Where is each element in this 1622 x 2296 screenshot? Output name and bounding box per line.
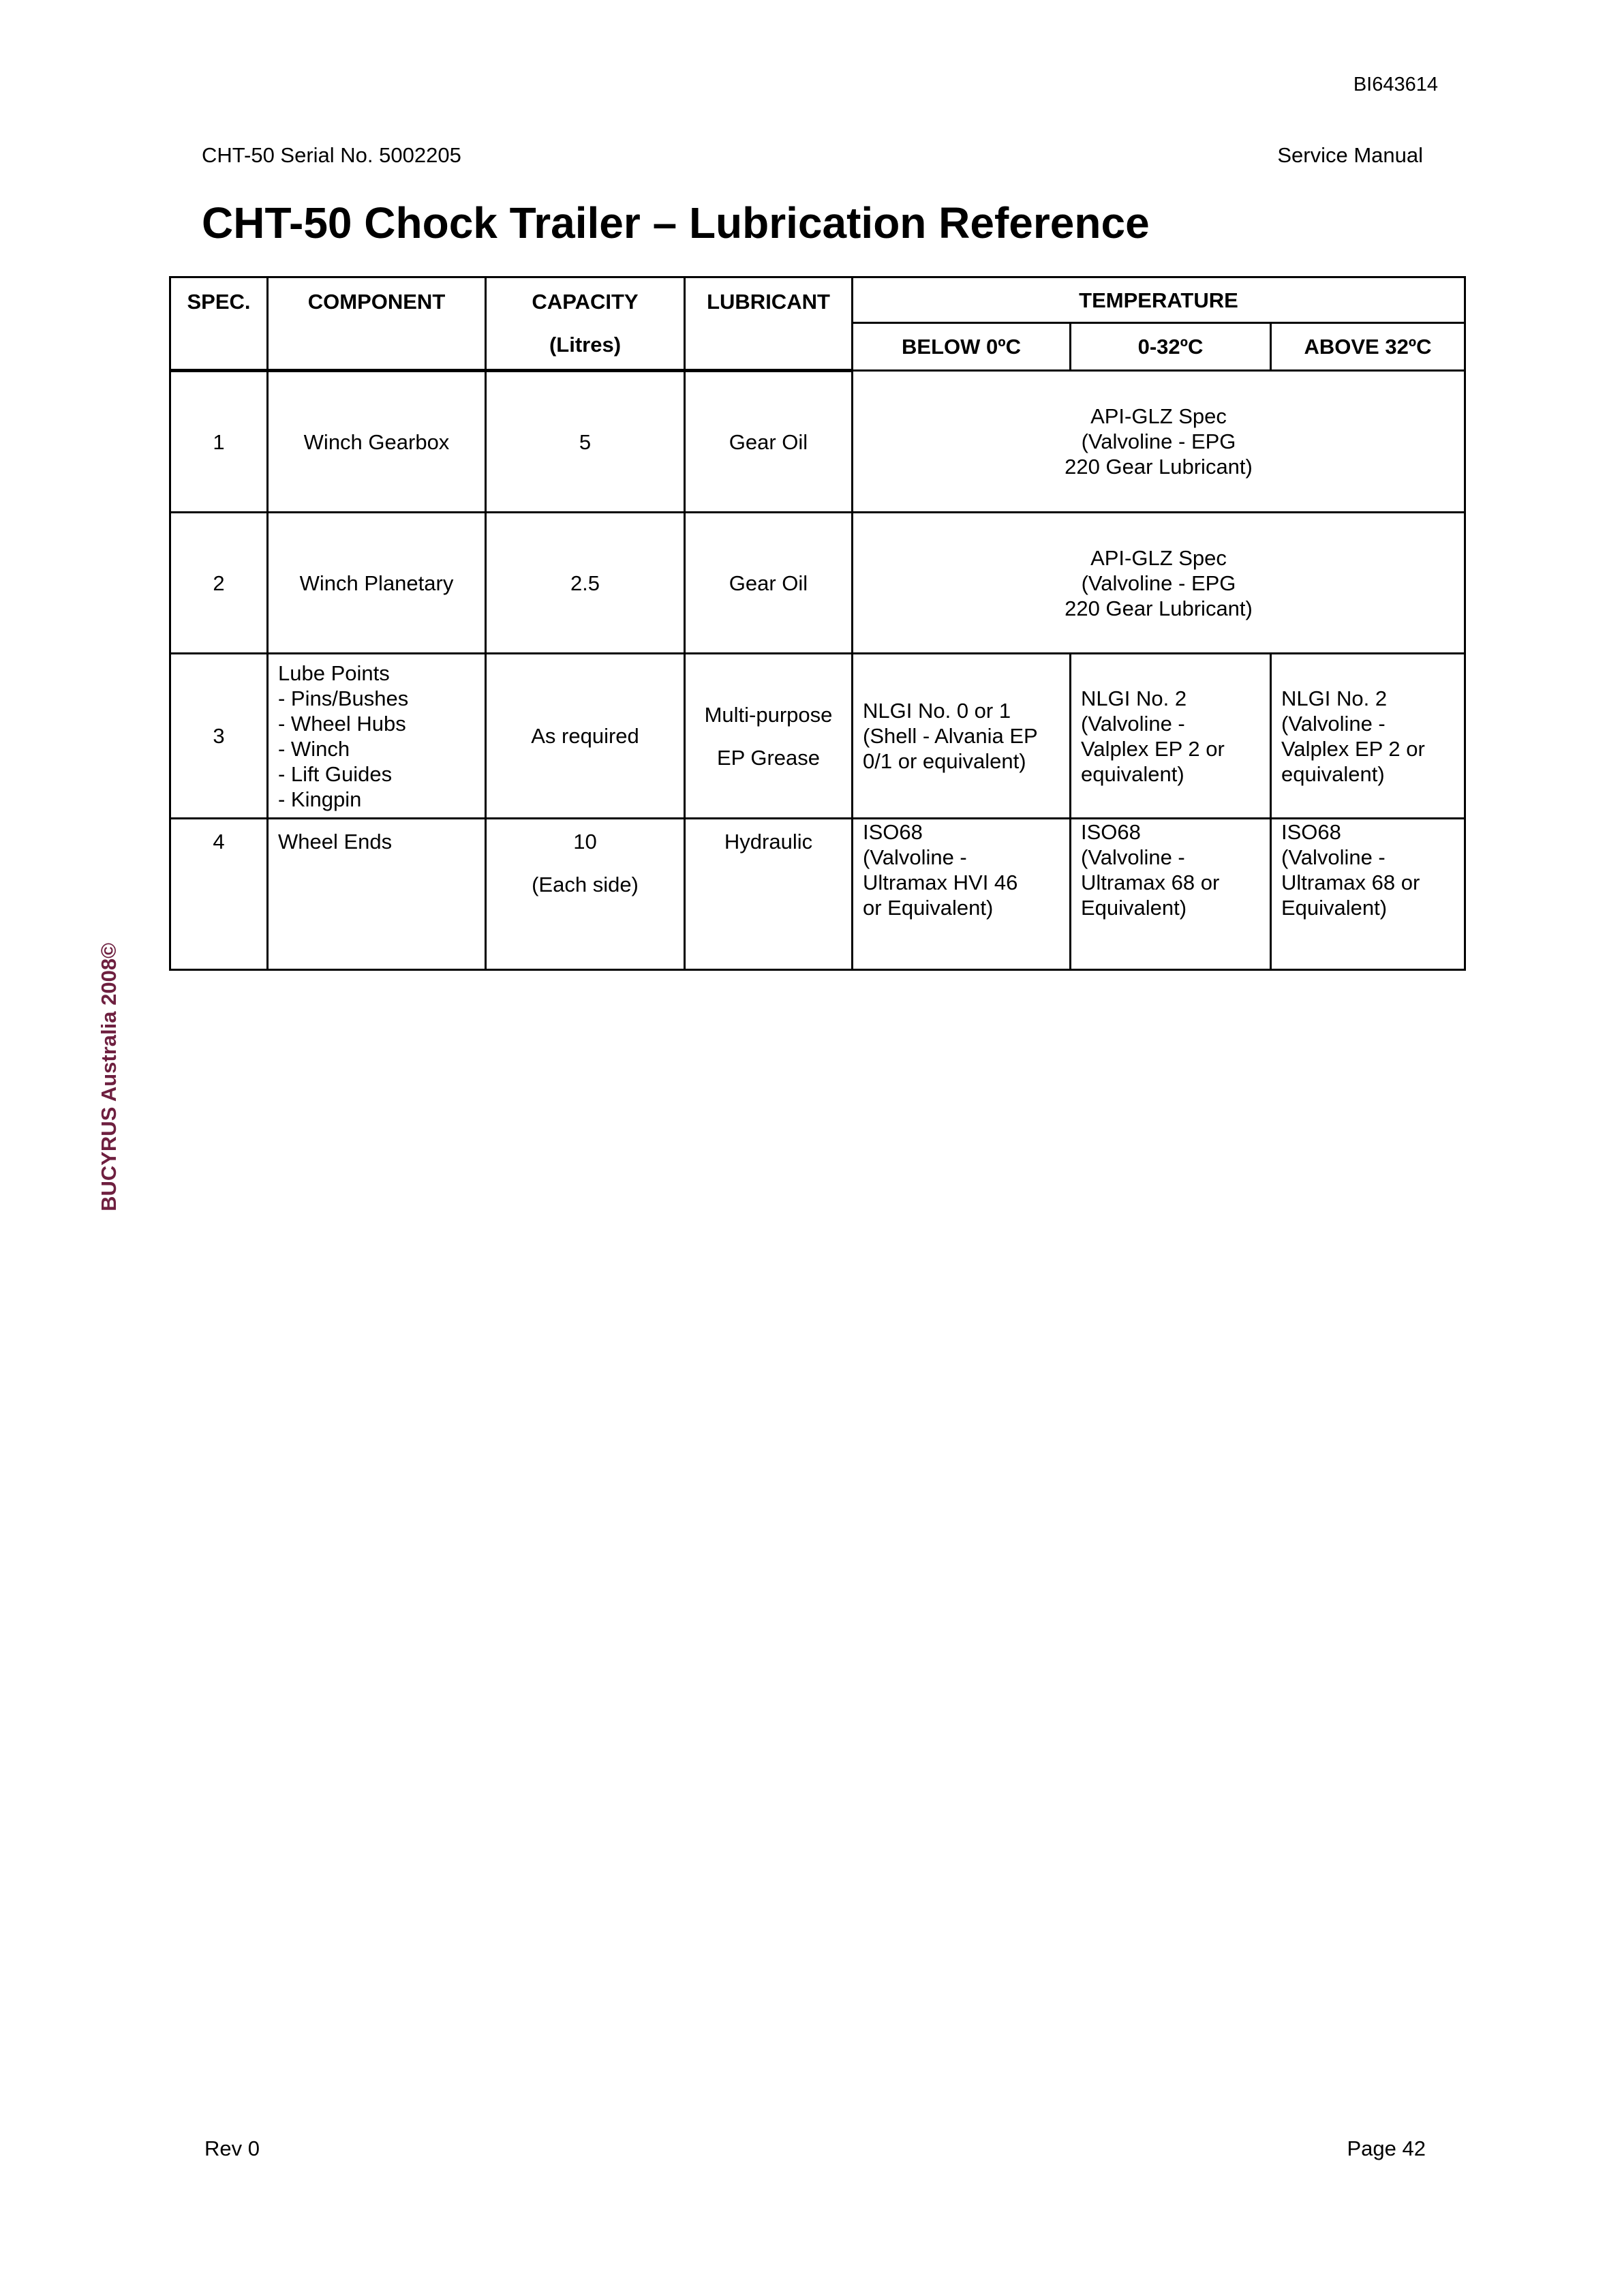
cell-line: (Valvoline - EPG (1081, 429, 1236, 453)
cell-line: 220 Gear Lubricant) (1065, 596, 1253, 620)
cell-line: ISO68 (1281, 820, 1341, 844)
cell-above-32 (1271, 819, 1465, 970)
cell-line: Ultramax HVI 46 (863, 871, 1018, 894)
cell-component: Winch Planetary (268, 513, 486, 654)
cell-line: - Lift Guides (278, 761, 393, 786)
cell-below-zero (853, 654, 1071, 819)
cell-spec: 1 (170, 371, 268, 513)
cell-spec: 4 (170, 819, 268, 970)
cell-lubricant: Gear Oil (685, 371, 853, 513)
cell-line: Valplex EP 2 or (1281, 736, 1425, 761)
table-header-row (170, 277, 1465, 323)
cell-line: - Kingpin (278, 787, 362, 811)
cell-temperature-all (853, 371, 1465, 513)
cell-line: API-GLZ Spec (1090, 404, 1227, 428)
table-row (170, 819, 1465, 970)
cell-line: NLGI No. 2 (1081, 686, 1187, 710)
cell-line: Multi-purpose (704, 702, 833, 727)
cell-line: (Shell - Alvania EP (863, 724, 1038, 748)
cell-lubricant: Gear Oil (685, 513, 853, 654)
cell-capacity: As required (486, 654, 685, 819)
cell-line: (Valvoline - (1081, 711, 1185, 736)
cell-line: NLGI No. 0 or 1 (863, 699, 1011, 723)
footer-revision: Rev 0 (204, 2136, 260, 2160)
cell-capacity (486, 819, 685, 970)
page-title: CHT-50 Chock Trailer – Lubrication Reference (202, 198, 1150, 247)
header-capacity-unit: (Litres) (549, 333, 622, 357)
table-row (170, 513, 1465, 654)
cell-line: (Valvoline - EPG (1081, 571, 1236, 595)
cell-line: - Pins/Bushes (278, 686, 409, 710)
header-zero-to-32: 0-32ºC (1071, 323, 1271, 371)
header-above-32: ABOVE 32ºC (1271, 323, 1465, 371)
cell-line: Ultramax 68 or (1081, 871, 1220, 894)
cell-capacity: 2.5 (486, 513, 685, 654)
cell-line: equivalent) (1281, 761, 1385, 786)
cell-line: Equivalent) (1281, 896, 1388, 920)
header-temperature: TEMPERATURE (853, 277, 1465, 323)
cell-line: (Valvoline - (1281, 711, 1386, 736)
cell-line: 0/1 or equivalent) (863, 749, 1026, 773)
cell-line: Lube Points (278, 661, 390, 685)
cell-line: 10 (573, 830, 597, 854)
cell-line: Ultramax 68 or (1281, 871, 1420, 894)
side-copyright-watermark: BUCYRUS Australia 2008© (97, 943, 121, 1211)
header-capacity (486, 277, 685, 371)
header-capacity-label: CAPACITY (532, 290, 639, 314)
cell-above-32 (1271, 654, 1465, 819)
header-serial: CHT-50 Serial No. 5002205 (202, 143, 461, 167)
cell-line: API-GLZ Spec (1090, 545, 1227, 570)
cell-below-zero (853, 819, 1071, 970)
cell-line: Equivalent) (1081, 896, 1187, 920)
cell-line: (Valvoline - (863, 845, 967, 869)
header-manual-type: Service Manual (1277, 143, 1423, 167)
cell-temperature-all (853, 513, 1465, 654)
cell-component: Winch Gearbox (268, 371, 486, 513)
cell-line: - Winch (278, 736, 350, 761)
header-lubricant: LUBRICANT (685, 277, 853, 371)
header-spec: SPEC. (170, 277, 268, 371)
table-row (170, 371, 1465, 513)
cell-zero-to-32 (1071, 819, 1271, 970)
cell-line: 220 Gear Lubricant) (1065, 455, 1253, 479)
cell-line: NLGI No. 2 (1281, 686, 1388, 710)
cell-line: ISO68 (863, 820, 923, 844)
cell-line: Valplex EP 2 or (1081, 736, 1225, 761)
cell-lubricant (685, 654, 853, 819)
table-row (170, 654, 1465, 819)
lubrication-table (169, 276, 1466, 971)
cell-line: or Equivalent) (863, 896, 994, 920)
cell-line: equivalent) (1081, 761, 1184, 786)
document-id: BI643614 (1353, 74, 1438, 95)
header-component: COMPONENT (268, 277, 486, 371)
cell-line: (Valvoline - (1281, 845, 1386, 869)
cell-lubricant: Hydraulic (685, 819, 853, 970)
cell-spec: 3 (170, 654, 268, 819)
cell-line: (Valvoline - (1081, 845, 1185, 869)
cell-line: ISO68 (1081, 820, 1141, 844)
cell-component: Wheel Ends (268, 819, 486, 970)
cell-line: EP Grease (716, 745, 821, 770)
cell-component (268, 654, 486, 819)
cell-spec: 2 (170, 513, 268, 654)
header-below-zero: BELOW 0ºC (853, 323, 1071, 371)
footer-page-number: Page 42 (1347, 2136, 1426, 2160)
cell-zero-to-32 (1071, 654, 1271, 819)
cell-line: - Wheel Hubs (278, 711, 406, 736)
cell-line: (Each side) (532, 873, 639, 896)
cell-capacity: 5 (486, 371, 685, 513)
